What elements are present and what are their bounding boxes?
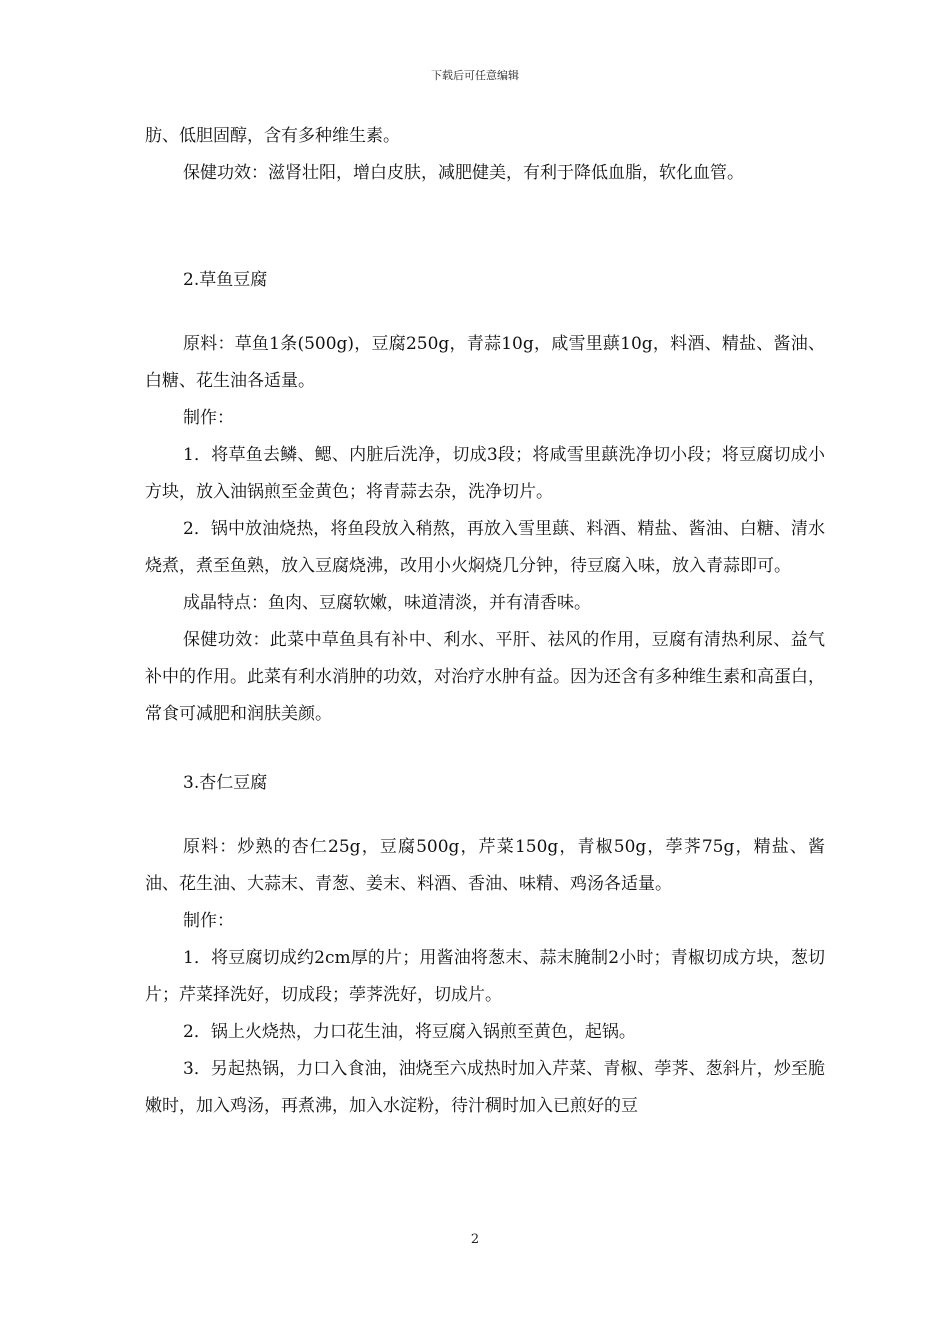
document-body (145, 118, 825, 1125)
spacer (145, 733, 825, 765)
paragraph-step-2-1: 1．将草鱼去鳞、鳃、内脏后洗净，切成3段；将咸雪里蕻洗净切小段；将豆腐切成小方块，放入油锅煎至金黄色；将青蒜去杂，洗净切片。 (145, 445, 825, 502)
paragraph-health-benefits-1: 保健功效：滋肾壮阳，增白皮肤，减肥健美，有利于降低血脂，软化血管。 (183, 163, 744, 183)
section-heading-grass-carp-tofu: 2.草鱼豆腐 (183, 270, 268, 290)
paragraph-health-benefits-2: 保健功效：此菜中草鱼具有补中、利水、平肝、祛风的作用，豆腐有清热利尿、益气补中的作用。此菜有利水消肿的功效，对治疗水肿有益。因为还含有多种维生素和高蛋白，常食可减肥和润肤美颜。 (145, 630, 825, 724)
spacer (145, 299, 825, 326)
paragraph-step-3-1: 1．将豆腐切成约2cm厚的片；用酱油将葱末、蒜末腌制2小时；青椒切成方块，葱切片；芹菜择洗好，切成段；荸荠洗好，切成片。 (145, 948, 825, 1005)
paragraph-step-3-3: 3．另起热锅，力口入食油，油烧至六成热时加入芹菜、青椒、荸荠、葱斜片，炒至脆嫩时，加入鸡汤，再煮沸，加入水淀粉，待汁稠时加入已煎好的豆 (145, 1059, 825, 1116)
paragraph-features-2: 成晶特点：鱼肉、豆腐软嫩，味道清淡，并有清香味。 (183, 593, 591, 613)
paragraph-step-3-2: 2．锅上火烧热，力口花生油，将豆腐入锅煎至黄色，起锅。 (183, 1022, 636, 1042)
page-header: 下载后可任意编辑 (431, 69, 519, 82)
paragraph-step-2-2: 2．锅中放油烧热，将鱼段放入稍熬，再放入雪里蕻、料酒、精盐、酱油、白糖、清水烧煮，煮至鱼熟，放入豆腐烧沸，改用小火焖烧几分钟，待豆腐入味，放入青蒜即可。 (145, 519, 825, 576)
paragraph-method-label-3: 制作： (183, 911, 234, 931)
paragraph-method-label-2: 制作： (183, 408, 234, 428)
paragraph-continued: 肪、低胆固醇，含有多种维生素。 (145, 126, 400, 146)
spacer (145, 802, 825, 829)
page-number: 2 (470, 1232, 480, 1247)
paragraph-ingredients-3: 原料：炒熟的杏仁25g，豆腐500g，芹菜150g，青椒50g，荸荠75g，精盐、酱油、花生油、大蒜末、青葱、姜末、料酒、香油、味精、鸡汤各适量。 (145, 837, 825, 894)
section-heading-almond-tofu: 3.杏仁豆腐 (183, 773, 268, 793)
paragraph-ingredients-2: 原料：草鱼1条(500g)，豆腐250g，青蒜10g，咸雪里蕻10g，料酒、精盐、酱油、白糖、花生油各适量。 (145, 334, 825, 391)
spacer (145, 192, 825, 262)
